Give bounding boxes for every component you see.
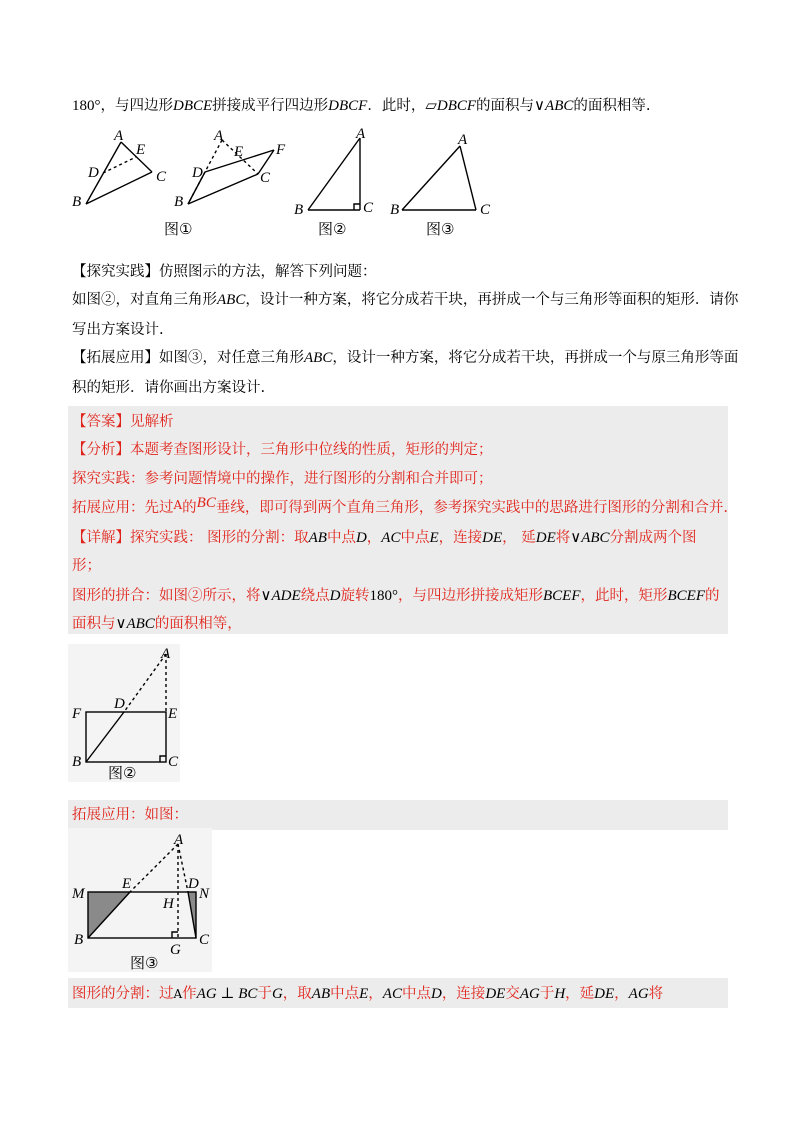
- svg-text:E: E: [234, 144, 244, 160]
- answer-line: 【答案】见解析: [72, 414, 174, 430]
- svg-text:A: A: [214, 128, 224, 144]
- svg-text:A: A: [356, 126, 366, 142]
- svg-text:图②: 图②: [318, 220, 347, 238]
- analysis-line-2: 探究实践：参考问题情境中的操作，进行图形的分割和合并即可；: [72, 471, 493, 487]
- figure-1: [66, 126, 193, 238]
- svg-text:B: B: [72, 194, 82, 210]
- svg-text:D: D: [192, 165, 203, 181]
- svg-text:H: H: [163, 896, 174, 912]
- svg-text:B: B: [390, 202, 400, 218]
- last-line: 图形的分割：过A作AG ⊥ BC于G，取AB中点E，AC中点D，连接DE交AG于H，延DE，AG将: [72, 986, 664, 1002]
- detail-line-4: 面积与∨ABC的面积相等，: [72, 616, 242, 632]
- solution-figure-2: [68, 644, 180, 782]
- svg-text:C: C: [363, 200, 374, 216]
- explore-line-2: 写出方案设计.: [72, 322, 164, 338]
- extend-line-2: 积的矩形．请你画出方案设计.: [72, 380, 266, 396]
- svg-text:E: E: [122, 876, 132, 892]
- svg-text:图①: 图①: [164, 220, 193, 238]
- svg-text:F: F: [276, 142, 286, 158]
- svg-text:M: M: [72, 886, 85, 902]
- svg-text:A: A: [161, 646, 171, 662]
- extend-line-1: 【拓展应用】如图③，对任意三角形ABC，设计一种方案，将它分成若干块，再拼成一个与原三角形等面: [72, 350, 739, 366]
- svg-text:D: D: [114, 696, 125, 712]
- svg-text:A: A: [114, 128, 124, 144]
- svg-text:E: E: [136, 142, 146, 158]
- analysis-line-1: 【分析】本题考查图形设计，三角形中位线的性质，矩形的判定；: [72, 442, 493, 458]
- svg-text:A: A: [458, 132, 468, 148]
- svg-text:B: B: [294, 202, 304, 218]
- svg-text:A: A: [174, 832, 184, 848]
- figure-4: [388, 126, 498, 238]
- svg-text:C: C: [199, 932, 210, 948]
- svg-text:E: E: [168, 706, 178, 722]
- svg-text:N: N: [199, 886, 210, 902]
- svg-text:G: G: [170, 942, 181, 958]
- svg-text:B: B: [74, 932, 84, 948]
- svg-text:C: C: [156, 169, 167, 185]
- svg-text:F: F: [72, 706, 82, 722]
- svg-text:D: D: [88, 165, 99, 181]
- detail-line-2: 形；: [72, 558, 101, 574]
- svg-text:图②: 图②: [108, 764, 137, 782]
- explore-title: 【探究实践】仿照图示的方法，解答下列问题：: [72, 264, 377, 280]
- figure-3: [288, 126, 388, 238]
- svg-text:B: B: [72, 754, 82, 770]
- svg-text:C: C: [168, 754, 179, 770]
- svg-text:图③: 图③: [426, 220, 455, 238]
- intro-line: 180°，与四边形DBCE拼接成平行四边形DBCF．此时，▱DBCF的面积与∨ABC的面积相等.: [72, 98, 651, 114]
- svg-text:B: B: [174, 194, 184, 210]
- explore-line-1: 如图②，对直角三角形ABC，设计一种方案，将它分成若干块，再拼成一个与三角形等面积的矩形．请你: [72, 292, 739, 308]
- figure-2: [170, 126, 300, 238]
- extend-answer-line: 拓展应用：如图：: [72, 807, 188, 823]
- detail-line-1: 【详解】探究实践： 图形的分割：取AB中点D，AC中点E，连接DE， 延DE将∨ABC分割成两个图: [72, 530, 697, 546]
- analysis-line-3: 拓展应用：先过$^A$的BC垂线，即可得到两个直角三角形，参考探究实践中的思路进行图形的分割和合并.: [72, 495, 728, 516]
- svg-text:C: C: [260, 170, 271, 186]
- svg-text:D: D: [188, 876, 199, 892]
- solution-figure-3: [68, 828, 212, 972]
- detail-line-3: 图形的拼合：如图②所示，将∨ADE绕点D旋转180°，与四边形拼接成矩形BCEF，此时，矩形BCEF的: [72, 588, 720, 604]
- svg-text:C: C: [480, 202, 491, 218]
- svg-text:图③: 图③: [130, 954, 159, 972]
